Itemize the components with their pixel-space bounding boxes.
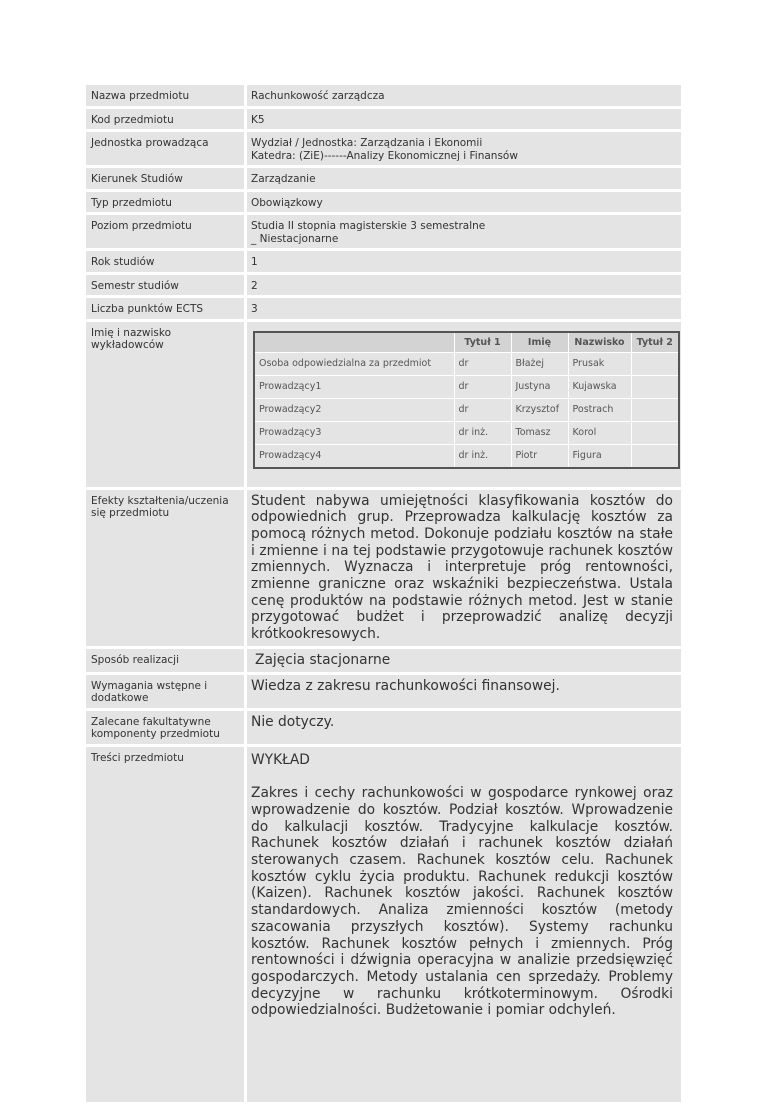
value-efekty: Student nabywa umiejętności klasyfikowania kosztów do odpowiednich grup. Przeprowadza kalkulację kosztów za pomocą różnych metod. Dokonuje podziału kosztów na stałe i zmienne i na tej podstawie przygotowuje rachunek kosztów zmiennych. Wyznacza i interpretuje próg rentowności, zmienne graniczne oraz wskaźniki bezpieczeństwa. Ustala cenę produktów na podstawie różnych metod. Jest w stanie przygotować budżet i przeprowadzić analizę decyzji krótkookresowych. (247, 490, 681, 649)
label-wymagania: Wymagania wstępne i dodatkowe (86, 675, 247, 711)
lecturer-imie: Błażej (511, 352, 568, 375)
lecturer-row (254, 421, 679, 444)
lecturer-tytul2 (631, 421, 679, 444)
lecturer-nazwisko: Kujawska (568, 375, 631, 398)
lecturer-nazwisko: Prusak (568, 352, 631, 375)
row-kod (86, 109, 681, 133)
lecturer-role: Prowadzący1 (254, 375, 454, 398)
lecturer-tytul1: dr inż. (454, 421, 511, 444)
value-poziom-line1: Studia II stopnia magisterskie 3 semestralne (251, 220, 486, 232)
label-kierunek: Kierunek Studiów (86, 168, 247, 192)
lecturer-nazwisko: Figura (568, 444, 631, 468)
value-jednostka-line2: Katedra: (ZiE)------Analizy Ekonomicznej i Finansów (251, 149, 518, 162)
value-typ: Obowiązkowy (247, 192, 681, 216)
value-semestr: 2 (247, 275, 681, 299)
label-nazwa: Nazwa przedmiotu (86, 85, 247, 109)
lecturers-header-tytul2: Tytuł 2 (631, 332, 679, 353)
row-kierunek (86, 168, 681, 192)
value-tresci (247, 747, 681, 1105)
lecturer-role: Prowadzący2 (254, 398, 454, 421)
lecturer-role: Prowadzący4 (254, 444, 454, 468)
value-wymagania: Wiedza z zakresu rachunkowości finansowej. (247, 675, 681, 711)
lecturers-header-nazwisko: Nazwisko (568, 332, 631, 353)
row-ects (86, 298, 681, 322)
lecturers-header-imie: Imię (511, 332, 568, 353)
label-wykladowcy: Imię i nazwisko wykładowców (86, 322, 247, 490)
value-nazwa: Rachunkowość zarządcza (247, 85, 681, 109)
lecturers-header-role (254, 332, 454, 353)
row-typ (86, 192, 681, 216)
row-efekty (86, 490, 681, 649)
value-poziom-line2: _ Niestacjonarne (251, 232, 339, 245)
value-poziom (247, 215, 681, 251)
lecturer-role: Osoba odpowiedzialna za przedmiot (254, 352, 454, 375)
lecturer-tytul1: dr inż. (454, 444, 511, 468)
label-jednostka: Jednostka prowadząca (86, 132, 247, 168)
row-zalecane (86, 711, 681, 747)
row-wymagania (86, 675, 681, 711)
lecturer-tytul2 (631, 352, 679, 375)
value-sposob (247, 649, 681, 675)
row-poziom (86, 215, 681, 251)
label-rok: Rok studiów (86, 251, 247, 275)
value-jednostka (247, 132, 681, 168)
lecturer-row (254, 398, 679, 421)
lecturer-imie: Piotr (511, 444, 568, 468)
value-jednostka-line1: Wydział / Jednostka: Zarządzania i Ekonomii (251, 137, 483, 149)
label-poziom: Poziom przedmiotu (86, 215, 247, 251)
lecturer-row (254, 352, 679, 375)
label-ects: Liczba punktów ECTS (86, 298, 247, 322)
value-zalecane: Nie dotyczy. (247, 711, 681, 747)
label-semestr: Semestr studiów (86, 275, 247, 299)
lecturer-tytul2 (631, 375, 679, 398)
row-nazwa (86, 85, 681, 109)
tresci-text: Zakres i cechy rachunkowości w gospodarce rynkowej oraz wprowadzenie do kosztów. Podział kosztów. Wprowadzenie do kalkulacji kosztów. Tradycyjne kalkulacje kosztów. Rachunek kosztów działań i rachunek kosztów działań sterowanych czasem. Rachunek kosztów celu. Rachunek kosztów cyklu życia produktu. Rachunek redukcji kosztów (Kaizen). Rachunek kosztów jakości. Rachunek kosztów standardowych. Analiza zmienności kosztów (metody szacowania przyszłych kosztów). Systemy rachunku kosztów. Rachunek kosztów pełnych i zmiennych. Próg rentowności i dźwignia operacyjna w analizie przedsięwzięć gospodarczych. Metody ustalania cen sprzedaży. Problemy decyzyjne w rachunku krótkoterminowym. Ośrodki odpowiedzialności. Budżetowanie i pomiar odchyleń. (251, 785, 673, 1019)
lecturer-row (254, 444, 679, 468)
lecturer-nazwisko: Postrach (568, 398, 631, 421)
value-wykladowcy (247, 322, 681, 490)
label-typ: Typ przedmiotu (86, 192, 247, 216)
label-efekty: Efekty kształtenia/uczenia się przedmiotu (86, 490, 247, 649)
lecturer-role: Prowadzący3 (254, 421, 454, 444)
lecturer-tytul1: dr (454, 398, 511, 421)
row-semestr (86, 275, 681, 299)
row-sposob (86, 649, 681, 675)
lecturers-table (253, 331, 680, 469)
lecturer-imie: Justyna (511, 375, 568, 398)
lecturer-tytul1: dr (454, 375, 511, 398)
lecturer-nazwisko: Korol (568, 421, 631, 444)
lecturer-row (254, 375, 679, 398)
tresci-heading: WYKŁAD (251, 751, 310, 768)
value-ects: 3 (247, 298, 681, 322)
value-kod: K5 (247, 109, 681, 133)
label-kod: Kod przedmiotu (86, 109, 247, 133)
value-sposob-text: Zajęcia stacjonarne (255, 651, 391, 668)
label-tresci: Treści przedmiotu (86, 747, 247, 1105)
lecturer-imie: Krzysztof (511, 398, 568, 421)
value-rok: 1 (247, 251, 681, 275)
lecturers-header-tytul1: Tytuł 1 (454, 332, 511, 353)
lecturer-tytul2 (631, 444, 679, 468)
row-tresci (86, 747, 681, 1105)
lecturer-tytul2 (631, 398, 679, 421)
label-sposob: Sposób realizacji (86, 649, 247, 675)
lecturer-imie: Tomasz (511, 421, 568, 444)
row-wykladowcy (86, 322, 681, 490)
value-kierunek: Zarządzanie (247, 168, 681, 192)
lecturers-header-row (254, 332, 679, 353)
row-jednostka (86, 132, 681, 168)
label-zalecane: Zalecane fakultatywne komponenty przedmiotu (86, 711, 247, 747)
lecturer-tytul1: dr (454, 352, 511, 375)
course-info-table (86, 85, 681, 1105)
row-rok (86, 251, 681, 275)
